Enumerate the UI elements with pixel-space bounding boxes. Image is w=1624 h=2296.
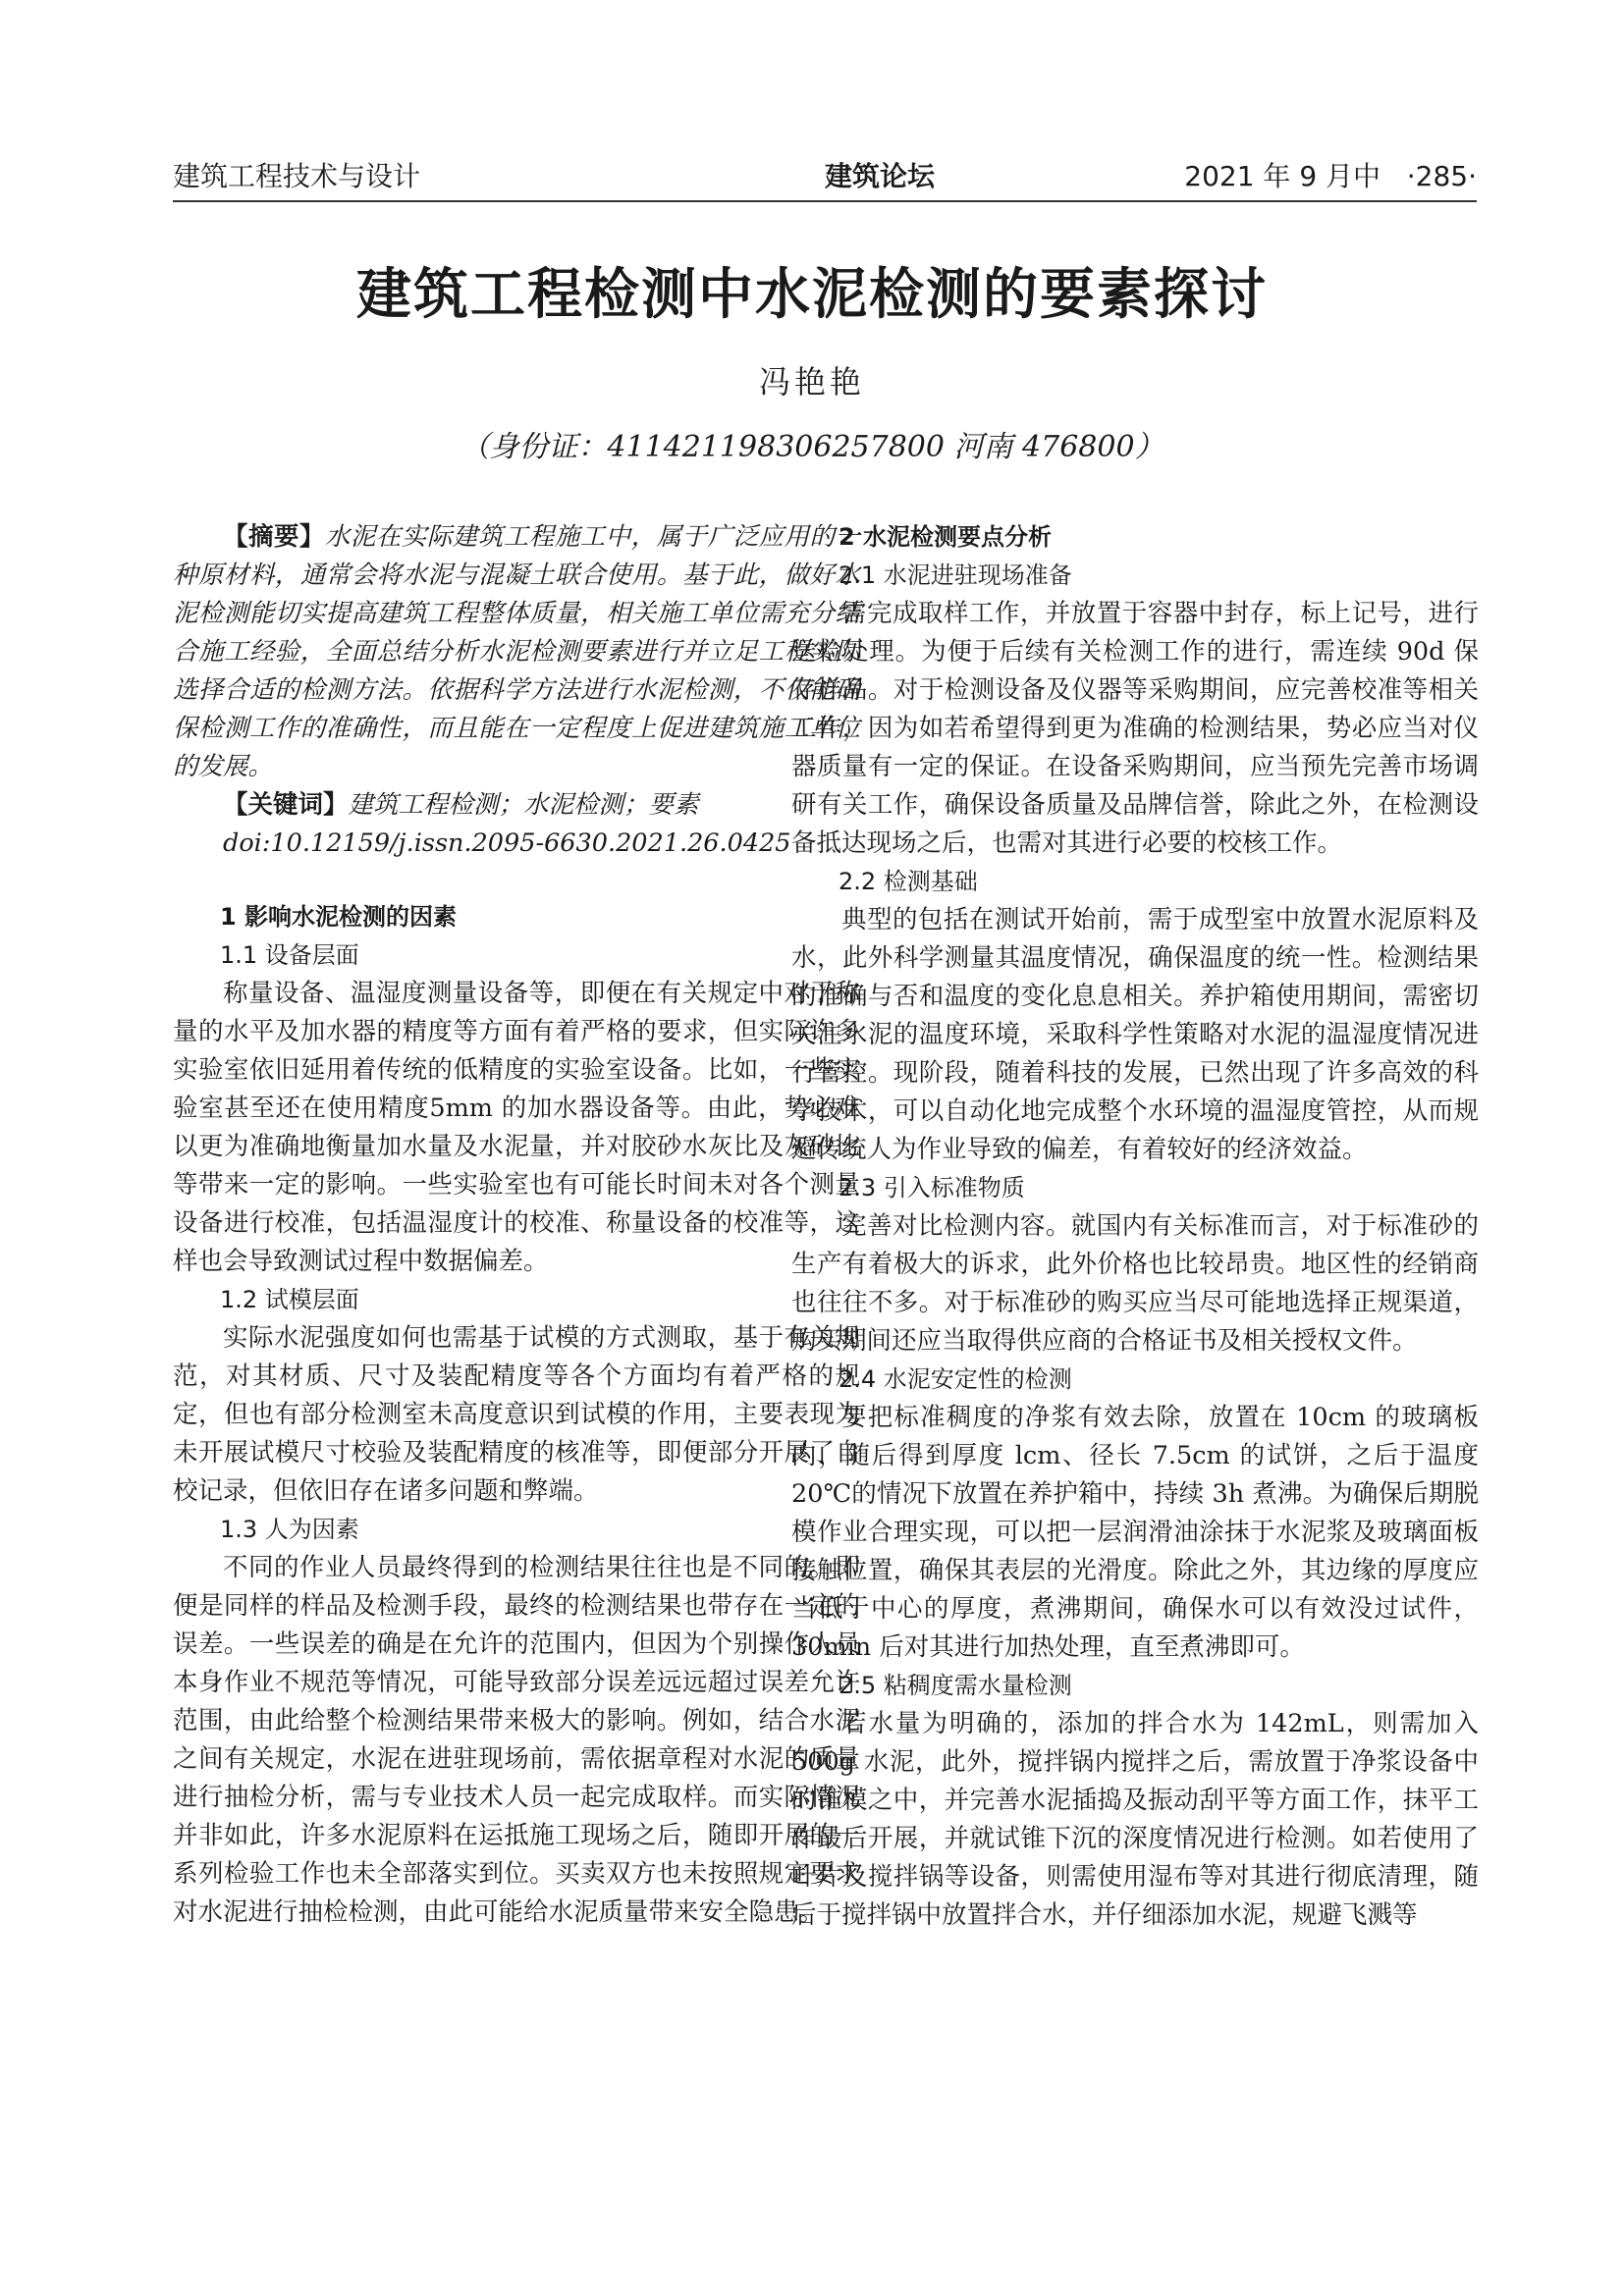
section-name: 建筑论坛 — [824, 160, 935, 192]
section-2-4-text: 要把标准稠度的净浆有效去除，放置在 10cm 的玻璃板内，随后得到厚度 lcm、径长 7.5cm 的试饼，之后于温度 20℃的情况下放置在养护箱中，持续 3h 煮沸。为确保后期脱模作业合理实现，可以把一层润滑油涂抹于水泥浆及玻璃面板接触位置，确保其表层的光滑度。除此之外，其边缘的厚度应当低于中心的厚度，煮沸期间，确保水可以有效没过试件，30min 后对其进行加热处理，直至煮沸即可。 — [791, 1403, 1479, 1662]
journal-name: 建筑工程技术与设计 — [173, 160, 421, 192]
page-number: ·285· — [1406, 160, 1477, 192]
keywords-text: 建筑工程检测；水泥检测；要素 — [348, 790, 699, 820]
issue-date: 2021 年 9 月中 — [1184, 160, 1381, 192]
section-2-2-text: 典型的包括在测试开始前，需于成型室中放置水泥原料及水，此外科学测量其温度情况，确保温度的统一性。检测结果的准确与否和温度的变化息息相关。养护箱使用期间，需密切关注水泥的温度环境，采取科学性策略对水泥的温湿度情况进行管控。现阶段，随着科技的发展，已然出现了许多高效的科学技术，可以自动化地完成整个水环境的温湿度管控，从而规避传统人为作业导致的偏差，有着较好的经济效益。 — [791, 905, 1479, 1164]
section-2-1-text: 需完成取样工作，并放置于容器中封存，标上记号，进行送检处理。为便于后续有关检测工作的进行，需连续 90d 保存样品。对于检测设备及仪器等采购期间，应完善校准等相关工作，因为如若希望得到更为准确的检测结果，势必应当对仪器质量有一定的保证。在设备采购期间，应当预先完善市场调研有关工作，确保设备质量及品牌信誉，除此之外，在检测设备抵达现场之后，也需对其进行必要的校核工作。 — [791, 599, 1479, 858]
abstract-label: 【摘要】 — [223, 522, 325, 552]
section-2-3-heading: 2.3 引入标准物质 — [839, 1174, 1025, 1201]
section-1-1-heading: 1.1 设备层面 — [220, 941, 359, 969]
issue-and-page — [1184, 155, 1477, 194]
article-title: 建筑工程检测中水泥检测的要素探讨 — [356, 263, 1268, 327]
right-column — [791, 518, 1479, 1935]
left-column — [173, 518, 860, 1932]
author-affiliation: （身份证：411421198306257800 河南 476800） — [460, 430, 1164, 464]
section-2-5-text: 若水量为明确的，添加的拌合水为 142mL，则需加入 500g 水泥，此外，搅拌锅内搅拌之后，需放置于净浆设备中的锥模之中，并完善水泥插捣及振动刮平等方面工作，抹平工作最后开展，并就试锥下沉的深度情况进行检测。如若使用了叶片及搅拌锅等设备，则需使用湿布等对其进行彻底清理，随后于搅拌锅中放置拌合水，并仔细添加水泥，规避飞溅等 — [791, 1709, 1479, 1930]
section-1-2-text: 实际水泥强度如何也需基于试模的方式测取，基于有关规范，对其材质、尺寸及装配精度等各个方面均有着严格的规定，但也有部分检测室未高度意识到试模的作用，主要表现为未开展试模尺寸校验及装配精度的核准等，即便部分开展了自校记录，但依旧存在诸多问题和弊端。 — [173, 1323, 860, 1506]
section-2-2-heading: 2.2 检测基础 — [839, 868, 978, 895]
section-2-1-heading: 2.1 水泥进驻现场准备 — [839, 561, 1072, 589]
keywords — [173, 786, 860, 825]
section-1-heading: 1 影响水泥检测的因素 — [220, 903, 458, 931]
section-2-heading: 2 水泥检测要点分析 — [839, 523, 1053, 551]
running-header — [173, 155, 1477, 202]
section-1-3-text: 不同的作业人员最终得到的检测结果往往也是不同的。即便是同样的样品及检测手段，最终的检测结果也带存在一定的误差。一些误差的确是在允许的范围内，但因为个别操作人员本身作业不规范等情况，可能导致部分误差远远超过误差允许范围，由此给整个检测结果带来极大的影响。例如，结合水泥之间有关规定，水泥在进驻现场前，需依据章程对水泥的质量进行抽检分析，需与专业技术人员一起完成取样。而实际情况并非如此，许多水泥原料在运抵施工现场之后，随即开展的一系列检验工作也未全部落实到位。买卖双方也未按照规定要求对水泥进行抽检检测，由此可能给水泥质量带来安全隐患。 — [173, 1553, 860, 1927]
section-2-4-heading: 2.4 水泥安定性的检测 — [839, 1365, 1072, 1393]
section-1-2-heading: 1.2 试模层面 — [220, 1286, 359, 1313]
abstract-block — [173, 518, 860, 863]
section-2-3-text: 完善对比检测内容。就国内有关标准而言，对于标准砂的生产有着极大的诉求，此外价格也比较昂贵。地区性的经销商也往往不多。对于标准砂的购买应当尽可能地选择正规渠道，购买期间还应当取得供应商的合格证书及相关授权文件。 — [791, 1211, 1479, 1356]
doi[interactable]: doi:10.12159/j.issn.2095-6630.2021.26.0425 — [223, 828, 791, 858]
abstract-text: 水泥在实际建筑工程施工中，属于广泛应用的一种原材料，通常会将水泥与混凝土联合使用。基于此，做好水泥检测能切实提高建筑工程整体质量，相关施工单位需充分结合施工经验，全面总结分析水泥检测要素进行并立足工程实际选择合适的检测方法。依据科学方法进行水泥检测，不仅能确保检测工作的准确性，而且能在一定程度上促进建筑施工单位的发展。 — [173, 522, 860, 781]
keywords-label: 【关键词】 — [223, 790, 349, 820]
section-2-5-heading: 2.5 粘稠度需水量检测 — [839, 1672, 1072, 1699]
abstract — [173, 518, 860, 786]
author-name: 冯艳艳 — [758, 363, 865, 400]
section-1-3-heading: 1.3 人为因素 — [220, 1516, 359, 1543]
section-1-1-text: 称量设备、温湿度测量设备等，即便在有关规定中对于称量的水平及加水器的精度等方面有着严格的要求，但实际许多实验室依旧延用着传统的低精度的实验室设备。比如，一些实验室甚至还在使用精度5mm 的加水器设备等。由此，势必难以更为准确地衡量加水量及水泥量，并对胶砂水灰比及灰砂比等带来一定的影响。一些实验室也有可能长时间未对各个测量设备进行校准，包括温湿度计的校准、称量设备的校准等，这样也会导致测试过程中数据偏差。 — [173, 979, 860, 1276]
